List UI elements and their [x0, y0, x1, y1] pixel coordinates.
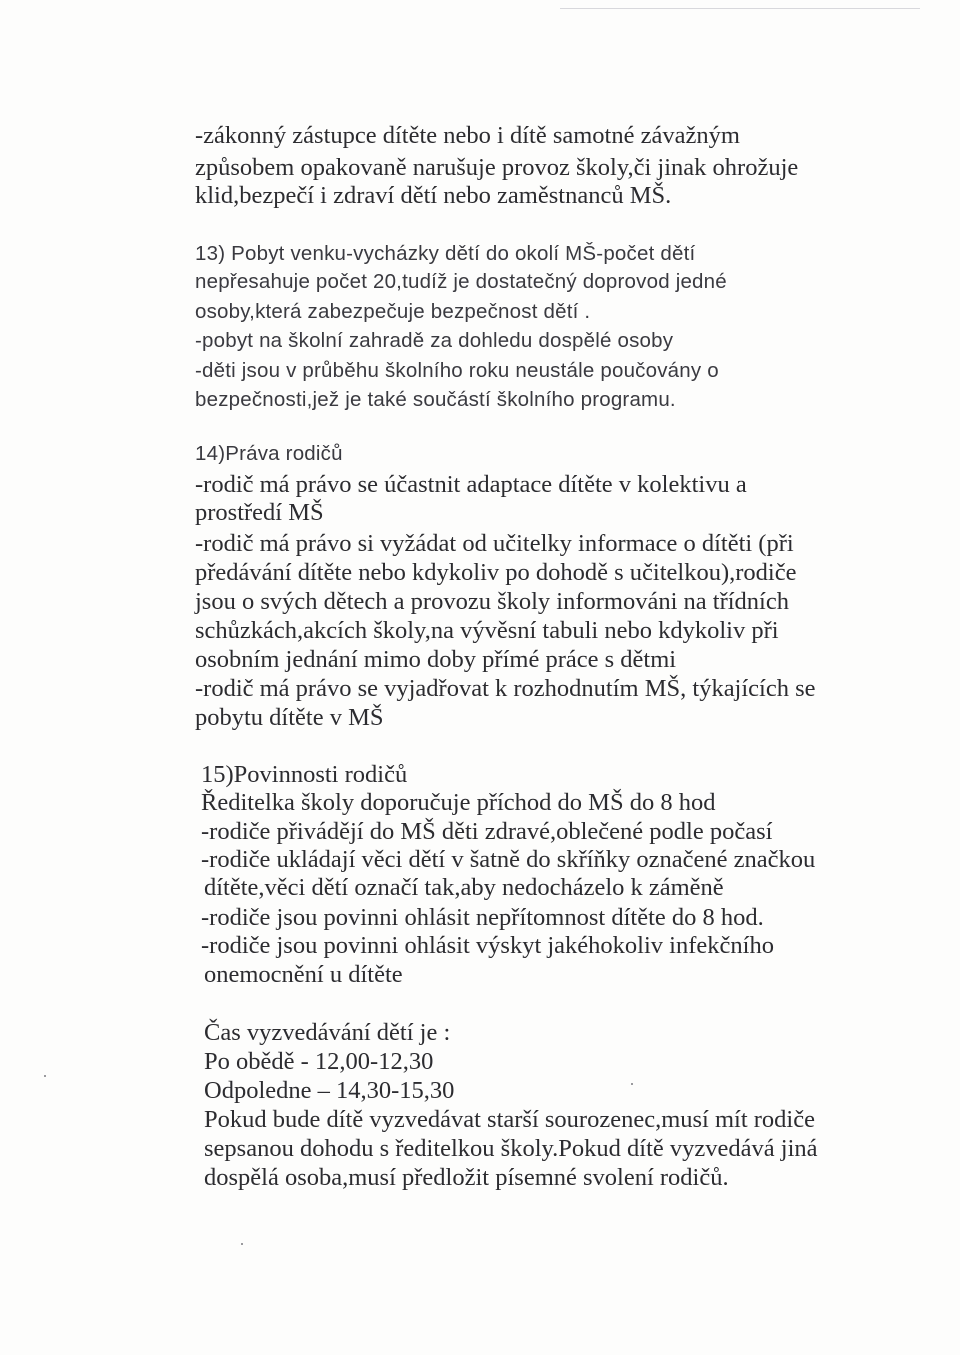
text-line: -rodič má právo si vyžádat od učitelky informace o dítěti (při — [195, 530, 794, 557]
text-line: osoby,která zabezpečuje bezpečnost dětí . — [195, 300, 591, 323]
text-line: Ředitelka školy doporučuje příchod do MŠ do 8 hod — [201, 789, 716, 816]
text-line: -rodiče ukládají věci dětí v šatně do skříňky označené značkou — [201, 846, 816, 873]
text-line: klid,bezpečí i zdraví dětí nebo zaměstnanců MŠ. — [195, 182, 672, 209]
section-14-heading: 14)Práva rodičů — [195, 442, 343, 465]
scan-speck — [44, 1075, 46, 1077]
text-line: dítěte,věci dětí označí tak,aby nedocházelo k záměně — [204, 874, 724, 901]
text-line: jsou o svých dětech a provozu školy informováni na třídních — [195, 588, 789, 615]
text-line: -pobyt na školní zahradě za dohledu dospělé osoby — [195, 329, 674, 352]
text-line: Pokud bude dítě vyzvedávat starší sourozenec,musí mít rodiče — [204, 1106, 815, 1133]
text-line: -rodič má právo se vyjadřovat k rozhodnutím MŠ, týkajících se — [195, 675, 816, 702]
scan-speck — [241, 1243, 243, 1245]
text-line: osobním jednání mimo doby přímé práce s dětmi — [195, 646, 677, 673]
text-line: způsobem opakovaně narušuje provoz školy,či jinak ohrožuje — [195, 154, 799, 181]
scan-speck — [631, 1083, 633, 1085]
text-line: schůzkách,akcích školy,na vývěsní tabuli nebo kdykoliv při — [195, 617, 779, 644]
text-line: sepsanou dohodu s ředitelkou školy.Pokud dítě vyzvedává jiná — [204, 1135, 818, 1162]
text-line: pobytu dítěte v MŠ — [195, 704, 384, 731]
text-line: -rodiče jsou povinni ohlásit nepřítomnost dítěte do 8 hod. — [201, 904, 764, 931]
section-13-heading: 13) Pobyt venku-vycházky dětí do okolí MŠ-počet dětí — [195, 242, 696, 265]
text-line: -děti jsou v průběhu školního roku neustále poučovány o — [195, 359, 719, 382]
text-line: dospělá osoba,musí předložit písemné svolení rodičů. — [204, 1164, 729, 1191]
text-line: -zákonný zástupce dítěte nebo i dítě samotné závažným — [195, 122, 740, 149]
pickup-time-lunch: Po obědě - 12,00-12,30 — [204, 1048, 434, 1075]
section-15-heading: 15)Povinnosti rodičů — [201, 761, 408, 788]
text-line: předávání dítěte nebo kdykoliv po dohodě s učitelkou),rodiče — [195, 559, 797, 586]
text-line: onemocnění u dítěte — [204, 961, 403, 988]
pickup-time-afternoon: Odpoledne – 14,30-15,30 — [204, 1077, 455, 1104]
text-line: bezpečnosti,jež je také součástí školního programu. — [195, 388, 676, 411]
text-line: nepřesahuje počet 20,tudíž je dostatečný doprovod jedné — [195, 270, 727, 293]
text-line: -rodič má právo se účastnit adaptace dítěte v kolektivu a — [195, 471, 747, 498]
text-line: prostředí MŠ — [195, 499, 324, 526]
text-line: -rodiče jsou povinni ohlásit výskyt jakéhokoliv infekčního — [201, 932, 774, 959]
pickup-heading: Čas vyzvedávání dětí je : — [204, 1019, 451, 1046]
scan-edge-line — [560, 8, 920, 9]
text-line: -rodiče přivádějí do MŠ děti zdravé,oblečené podle počasí — [201, 818, 773, 845]
